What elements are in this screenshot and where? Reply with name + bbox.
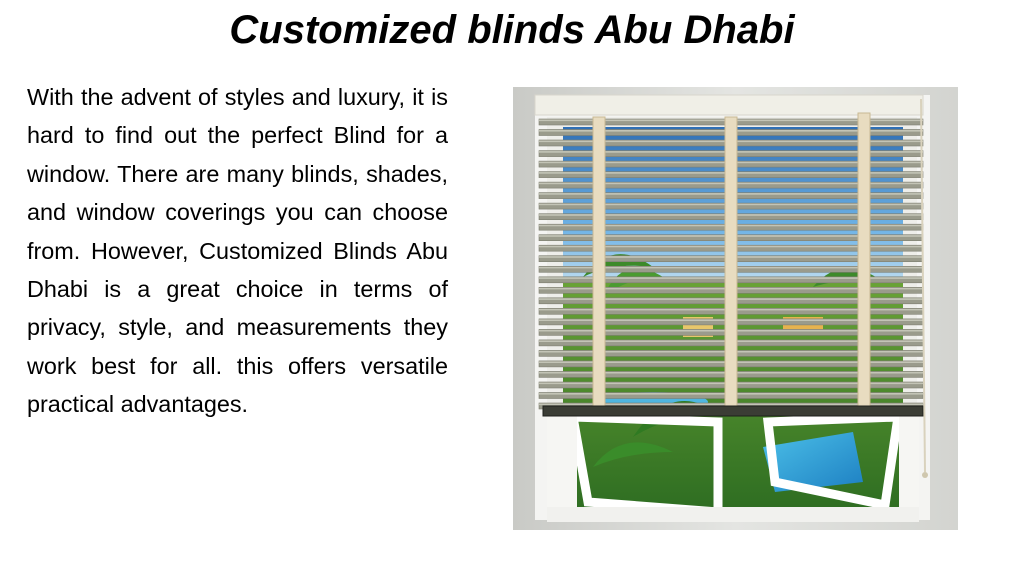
window-blinds-photo: [513, 87, 958, 530]
slide-title: Customized blinds Abu Dhabi: [229, 8, 795, 52]
body-paragraph: With the advent of styles and luxury, it is hard to find out the perfect Blind for a window. There are many blinds, shades, and window coverings you can choose from. However, Customized Blinds Abu Dhabi is a great choice in terms of privacy, style, and measurements they work best for all. this offers versatile practical advantages.: [27, 84, 448, 418]
headrail: [535, 95, 923, 115]
bottom-rail: [543, 406, 923, 416]
